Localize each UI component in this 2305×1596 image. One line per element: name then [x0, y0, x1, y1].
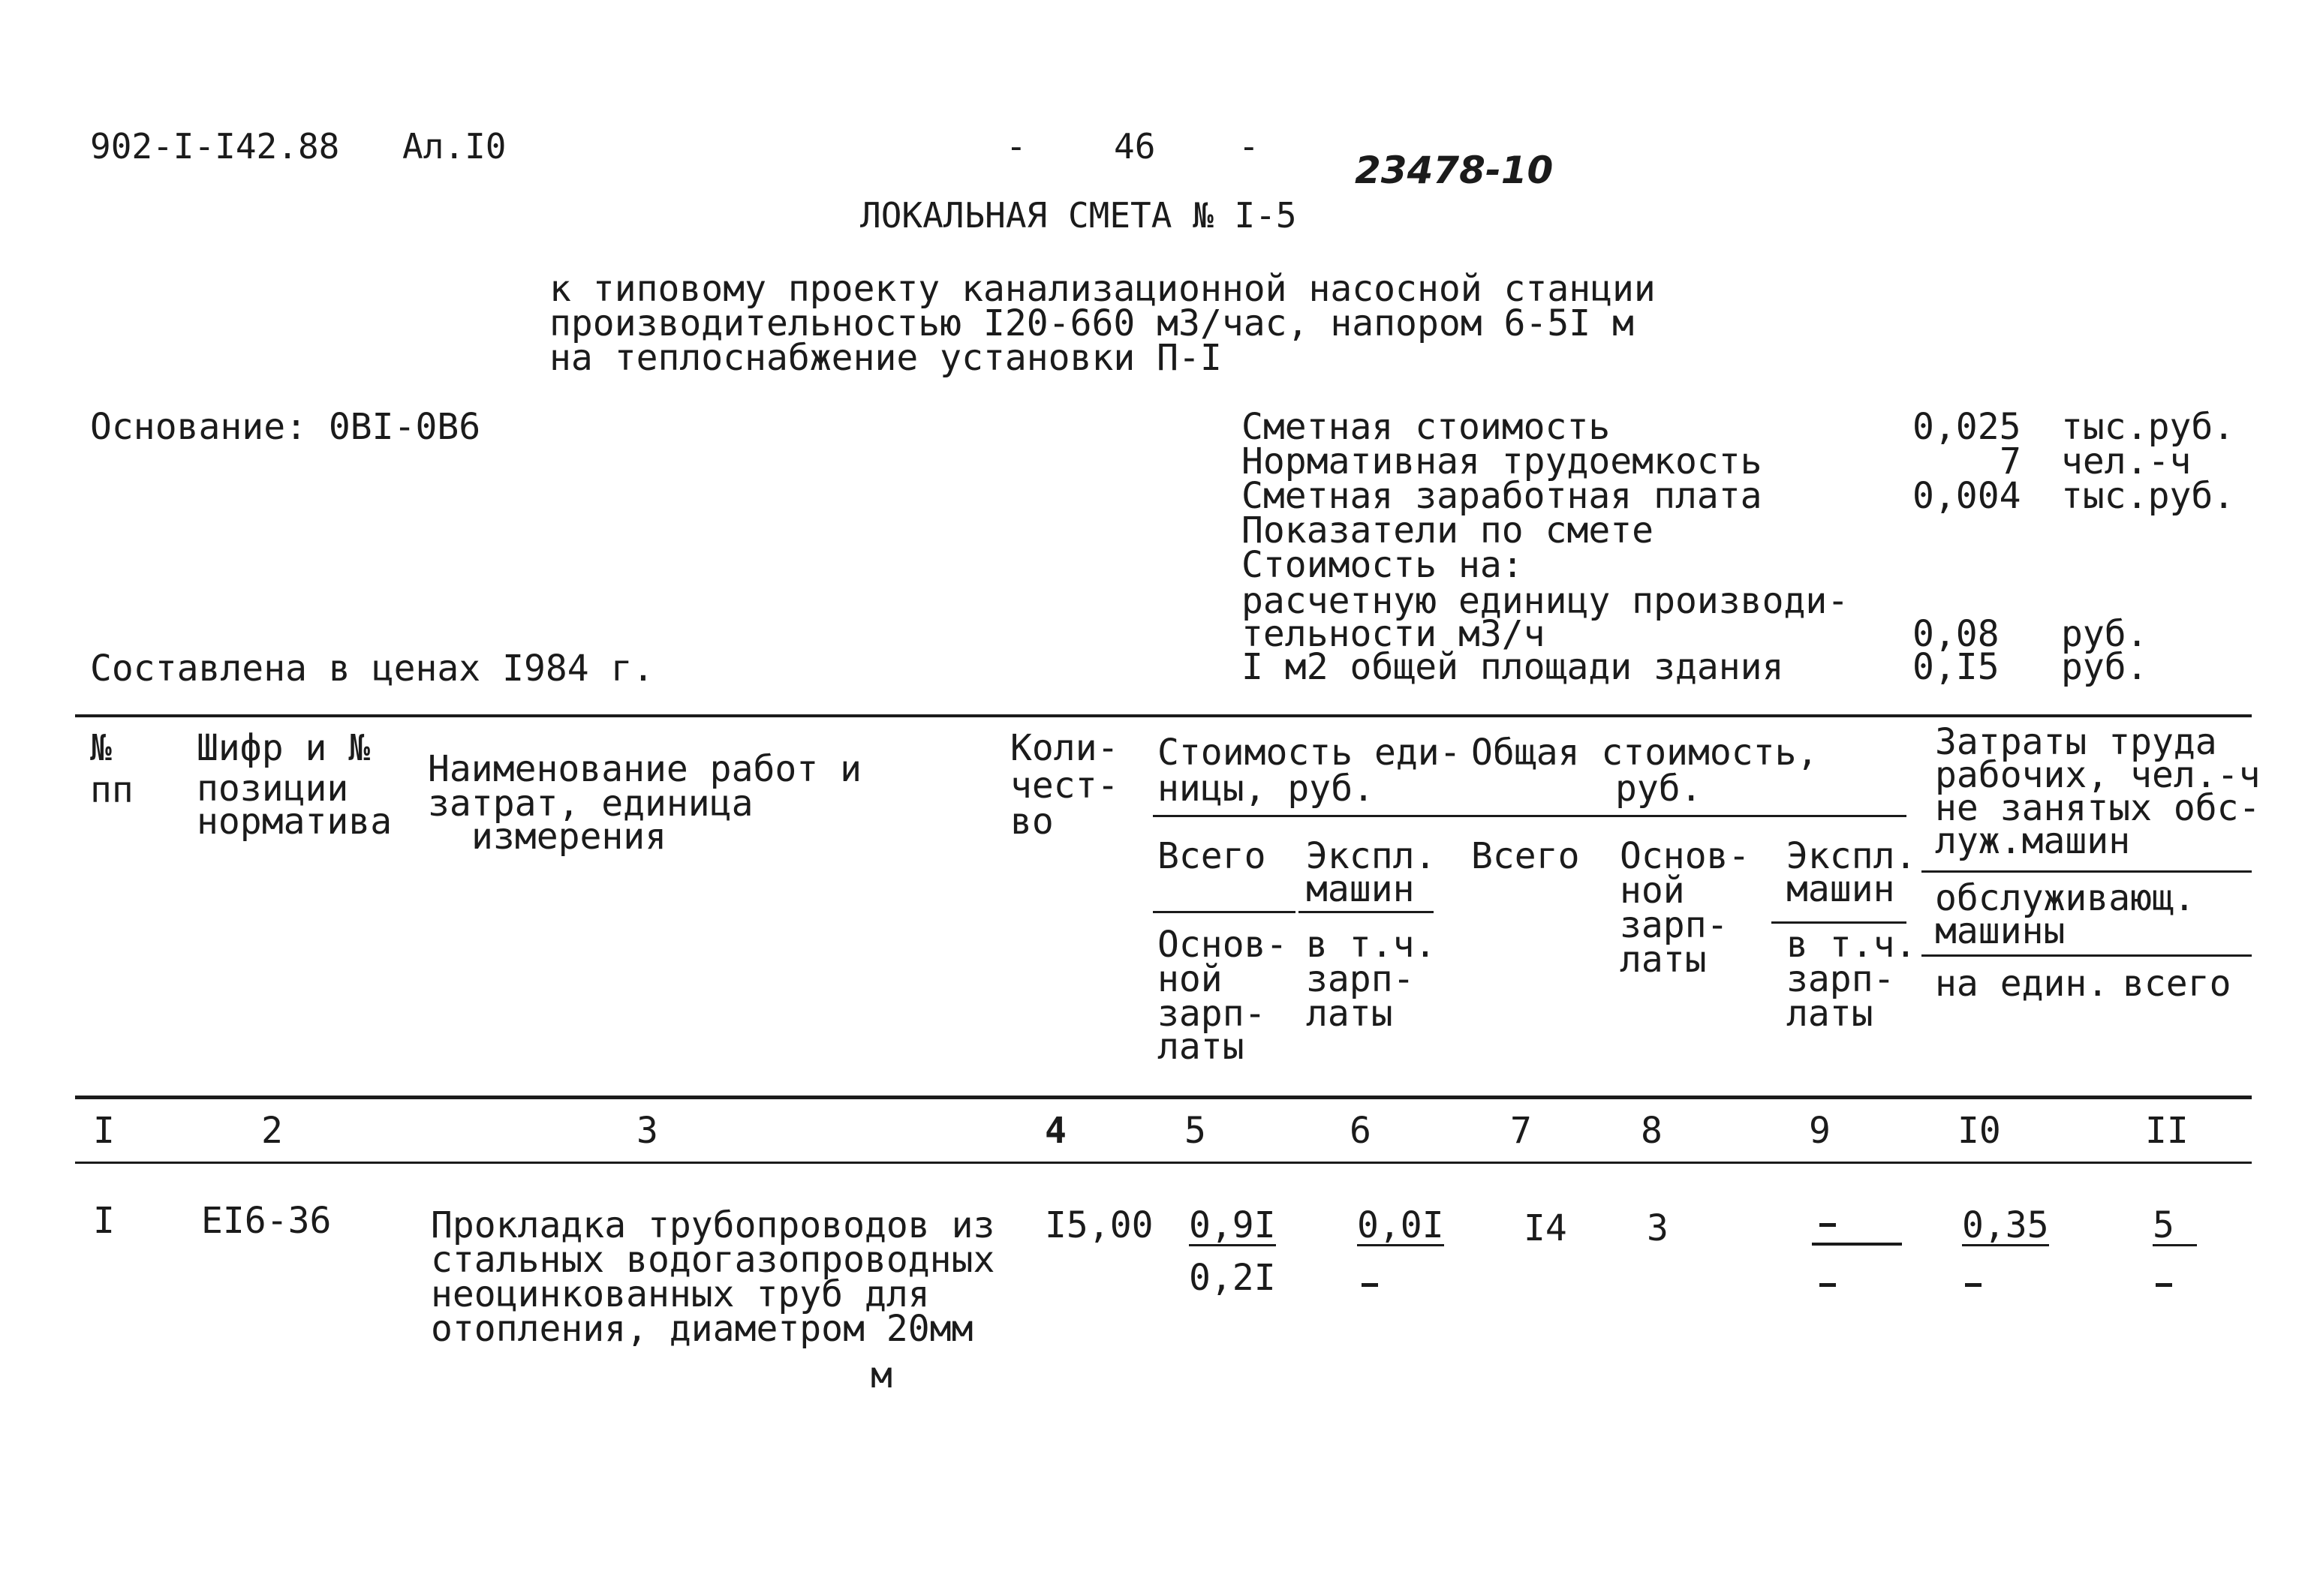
sheet-label: Ал.I0	[402, 126, 507, 167]
row-unit-total-value: 0,9I	[1189, 1204, 1276, 1246]
summary-label-4: Показатели по смете	[1241, 509, 1654, 552]
column-numbers-rule	[75, 1162, 2252, 1164]
summary-unit-1: тыс.руб.	[2061, 406, 2235, 448]
row-unit-wage: 0,2I	[1189, 1257, 1276, 1299]
header-total-mach-2: машин	[1786, 868, 1895, 910]
header-total-wage-2: ной	[1620, 870, 1685, 912]
header-unit-wage-3: зарп-	[1157, 993, 1266, 1035]
row-name-2: стальных водогазопроводных	[431, 1239, 995, 1281]
summary-label-5: Стоимость на:	[1241, 544, 1524, 586]
row-unit-total	[1189, 1204, 1276, 1246]
unit-mach-rule	[1298, 911, 1434, 913]
unit-total-rule	[1153, 911, 1295, 913]
column-number-1: I	[93, 1110, 115, 1152]
summary-unit-8: руб.	[2061, 646, 2148, 688]
row-labor-all-value: 5	[2153, 1208, 2197, 1246]
column-number-4: 4	[1045, 1110, 1067, 1152]
column-number-3: 3	[636, 1110, 658, 1152]
cost-header-rule	[1153, 815, 1906, 817]
header-labor-4: луж.машин	[1935, 820, 2131, 862]
header-name-3: измерения	[471, 816, 667, 858]
header-total-cost-2: руб.	[1615, 768, 1702, 810]
row-code: EI6-36	[201, 1200, 332, 1242]
header-unit-total: Всего	[1157, 835, 1266, 877]
header-qty-3: во	[1010, 801, 1054, 843]
summary-unit-7: руб.	[2061, 613, 2148, 655]
header-qty-1: Коли-	[1010, 727, 1119, 769]
header-unit-wage-2: ной	[1157, 958, 1223, 1000]
header-code-3: норматива	[197, 801, 393, 843]
row-unit: м	[871, 1354, 892, 1396]
summary-value-2: 7	[2000, 440, 2021, 482]
header-total-mach-1: Экспл.	[1786, 835, 1917, 877]
summary-label-7: тельности м3/ч	[1241, 613, 1545, 655]
basis: Основание: 0BI-0B6	[90, 406, 481, 448]
subtitle-line-3: на теплоснабжение установки П-I	[549, 337, 1222, 379]
labor-rule-2	[1921, 954, 2252, 957]
table-top-rule	[75, 714, 2252, 717]
row-num: I	[93, 1200, 115, 1242]
summary-label-8: I м2 общей площади здания	[1241, 646, 1784, 688]
header-labor-all: всего	[2123, 963, 2231, 1005]
column-number-6: 6	[1350, 1110, 1371, 1152]
header-labor-service-1: обслуживающ.	[1935, 877, 2195, 919]
header-code-2: позиции	[197, 768, 349, 810]
summary-label-1: Сметная стоимость	[1241, 406, 1611, 448]
column-number-10: I0	[1957, 1110, 2001, 1152]
prices-year: Составлена в ценах I984 г.	[90, 648, 654, 690]
header-unit-mach-wage-1: в т.ч.	[1306, 924, 1437, 966]
row-labor-per-unit	[1962, 1204, 2049, 1246]
row-labor-per-unit-value: 0,35	[1962, 1204, 2049, 1246]
column-number-8: 8	[1641, 1110, 1663, 1152]
column-number-9: 9	[1809, 1110, 1831, 1152]
header-unit-cost-2: ницы, руб.	[1157, 768, 1374, 810]
row-name-3: неоцинкованных труб для	[431, 1273, 930, 1315]
summary-value-1: 0,025	[1912, 406, 2021, 448]
header-num-2: пп	[90, 769, 134, 811]
header-unit-mach-2: машин	[1306, 868, 1415, 910]
header-labor-per-unit: на един.	[1935, 963, 2109, 1005]
column-number-5: 5	[1184, 1110, 1206, 1152]
page-dash-right: -	[1238, 126, 1259, 167]
header-total-total: Всего	[1471, 835, 1580, 877]
header-total-wage-3: зарп-	[1620, 904, 1729, 946]
column-number-7: 7	[1510, 1110, 1532, 1152]
row-labor-service-all-dash	[2156, 1283, 2172, 1287]
row-total-total: I4	[1524, 1207, 1567, 1249]
row-total-wage: 3	[1647, 1207, 1669, 1249]
column-number-11: II	[2145, 1110, 2189, 1152]
column-number-2: 2	[261, 1110, 283, 1152]
row-name-4: отопления, диаметром 20мм	[431, 1308, 973, 1350]
subtitle-line-1: к типовому проекту канализационной насосной станции	[549, 268, 1656, 310]
row-name-1: Прокладка трубопроводов из	[431, 1204, 995, 1246]
header-labor-2: рабочих, чел.-ч	[1935, 754, 2261, 796]
header-qty-2: чест-	[1010, 765, 1119, 807]
header-total-wage-4: латы	[1620, 939, 1707, 981]
header-labor-3: не занятых обс-	[1935, 787, 2261, 829]
header-code-1: Шифр и №	[197, 727, 371, 769]
header-total-cost-1: Общая стоимость,	[1471, 732, 1819, 774]
subtitle-line-2: производительностью I20-660 м3/час, напором 6-5I м	[549, 302, 1634, 344]
header-unit-mach-wage-2: зарп-	[1306, 958, 1415, 1000]
row-labor-service-unit-dash	[1965, 1283, 1982, 1287]
summary-value-8: 0,I5	[1912, 646, 2000, 688]
summary-label-2: Нормативная трудоемкость	[1241, 440, 1762, 482]
summary-label-3: Сметная заработная плата	[1241, 475, 1762, 517]
handwritten-number: 23478-10	[1355, 149, 1554, 192]
summary-value-3: 0,004	[1912, 475, 2021, 517]
header-unit-mach-wage-3: латы	[1306, 993, 1393, 1035]
row-labor-all	[2153, 1204, 2197, 1246]
header-unit-wage-4: латы	[1157, 1026, 1244, 1068]
row-unit-mach	[1357, 1204, 1444, 1246]
page-number: 46	[1114, 126, 1156, 167]
summary-label-6: расчетную единицу производи-	[1241, 580, 1849, 622]
header-num-1: №	[90, 727, 112, 769]
row-qty: I5,00	[1045, 1204, 1154, 1246]
table-header-bottom-rule	[75, 1096, 2252, 1099]
header-labor-service-2: машины	[1935, 910, 2066, 952]
summary-unit-2: чел.-ч	[2061, 440, 2192, 482]
row-unit-mach-wage-dash	[1362, 1283, 1378, 1287]
page-dash-left: -	[1006, 126, 1027, 167]
header-name-2: затрат, единица	[428, 783, 754, 825]
labor-rule-1	[1921, 870, 2252, 873]
header-total-mach-wage-3: латы	[1786, 993, 1873, 1035]
row-unit-mach-value: 0,0I	[1357, 1204, 1444, 1246]
summary-value-7: 0,08	[1912, 613, 2000, 655]
row-total-mach-dash	[1819, 1223, 1836, 1227]
header-total-wage-1: Основ-	[1620, 835, 1750, 877]
page-title: ЛОКАЛЬНАЯ СМЕТА № I-5	[860, 195, 1297, 236]
row-total-mach-wage-dash	[1819, 1283, 1836, 1287]
header-total-mach-wage-2: зарп-	[1786, 958, 1895, 1000]
header-labor-1: Затраты труда	[1935, 721, 2217, 763]
header-name-1: Наименование работ и	[428, 748, 862, 790]
document-code: 902-I-I42.88	[90, 126, 340, 167]
header-total-mach-wage-1: в т.ч.	[1786, 924, 1917, 966]
summary-unit-3: тыс.руб.	[2061, 475, 2235, 517]
row-total-mach-underline	[1812, 1243, 1902, 1246]
header-unit-mach-1: Экспл.	[1306, 835, 1437, 877]
header-unit-cost-1: Стоимость еди-	[1157, 732, 1461, 774]
header-unit-wage-1: Основ-	[1157, 924, 1288, 966]
